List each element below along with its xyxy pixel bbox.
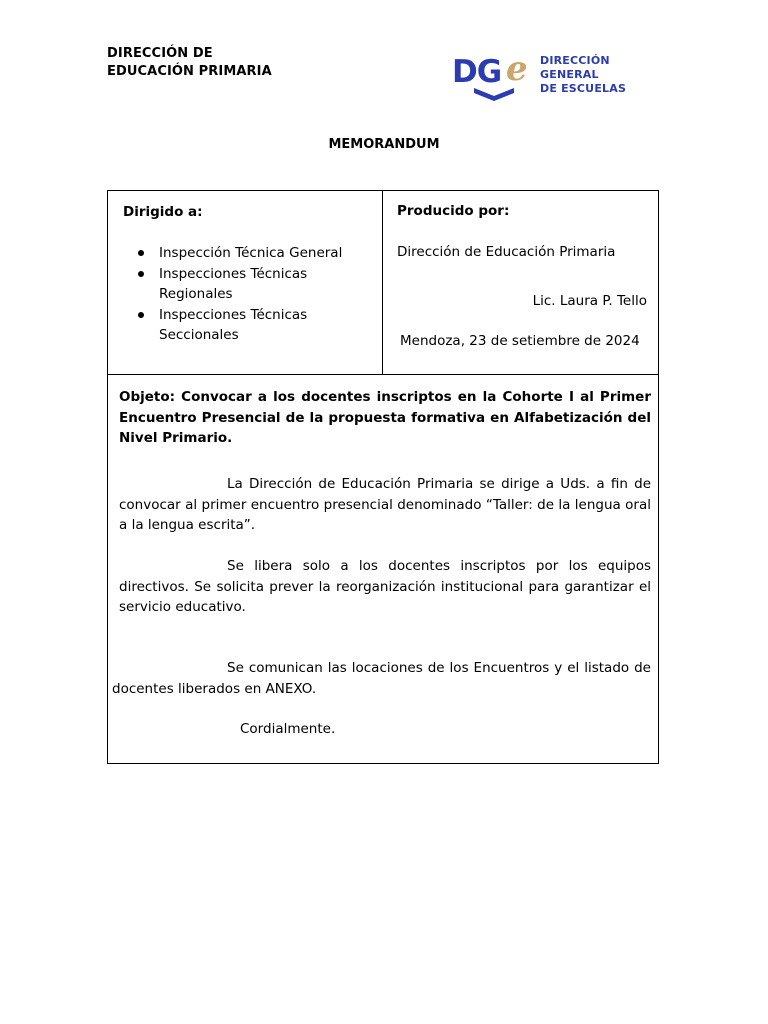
institution-line-2: EDUCACIÓN PRIMARIA [107, 64, 272, 79]
memo-closing: Cordialmente. [240, 721, 336, 737]
recipient-item: Inspecciones Técnicas Seccionales [128, 305, 383, 346]
institution-line-1: DIRECCIÓN DE [107, 46, 213, 61]
memo-title: MEMORANDUM [328, 137, 440, 152]
memo-date: Mendoza, 23 de setiembre de 2024 [400, 333, 640, 349]
recipients-heading: Dirigido a: [123, 204, 203, 220]
memo-subject: Objeto: Convocar a los docentes inscriptos en la Cohorte I al Primer Encuentro Presencial de la propuesta formativa en Alfabetización del Nivel Primario. [119, 389, 651, 446]
logo-text-line-1: DIRECCIÓN GENERAL [540, 54, 610, 81]
svg-text:DG: DG [452, 54, 502, 90]
dge-logo [452, 50, 667, 106]
dge-logo-mark [452, 50, 538, 106]
memo-table [107, 190, 659, 764]
logo-text-line-2: DE ESCUELAS [540, 82, 627, 95]
recipient-item: Inspecciones Técnicas Regionales [128, 264, 383, 305]
memo-paragraph: La Dirección de Educación Primaria se dirige a Uds. a fin de convocar al primer encuentro presencial denominado “Taller: de la lengua oral a la lengua escrita”. [119, 476, 651, 533]
memo-paragraph: Se libera solo a los docentes inscriptos por los equipos directivos. Se solicita prever la reorganización institucional para garantizar el servicio educativo. [119, 558, 651, 615]
institution-header [107, 45, 272, 81]
dge-logo-text [540, 54, 667, 96]
row-divider [108, 374, 658, 375]
producer-office: Dirección de Educación Primaria [397, 244, 616, 260]
producer-signer: Lic. Laura P. Tello [532, 293, 647, 309]
recipient-item: Inspección Técnica General [128, 243, 383, 264]
svg-text:e: e [506, 50, 528, 89]
recipients-list [128, 243, 383, 346]
memo-paragraph: Se comunican las locaciones de los Encuentros y el listado de docentes liberados en ANEXO. [112, 660, 651, 697]
producer-heading: Producido por: [397, 203, 510, 219]
